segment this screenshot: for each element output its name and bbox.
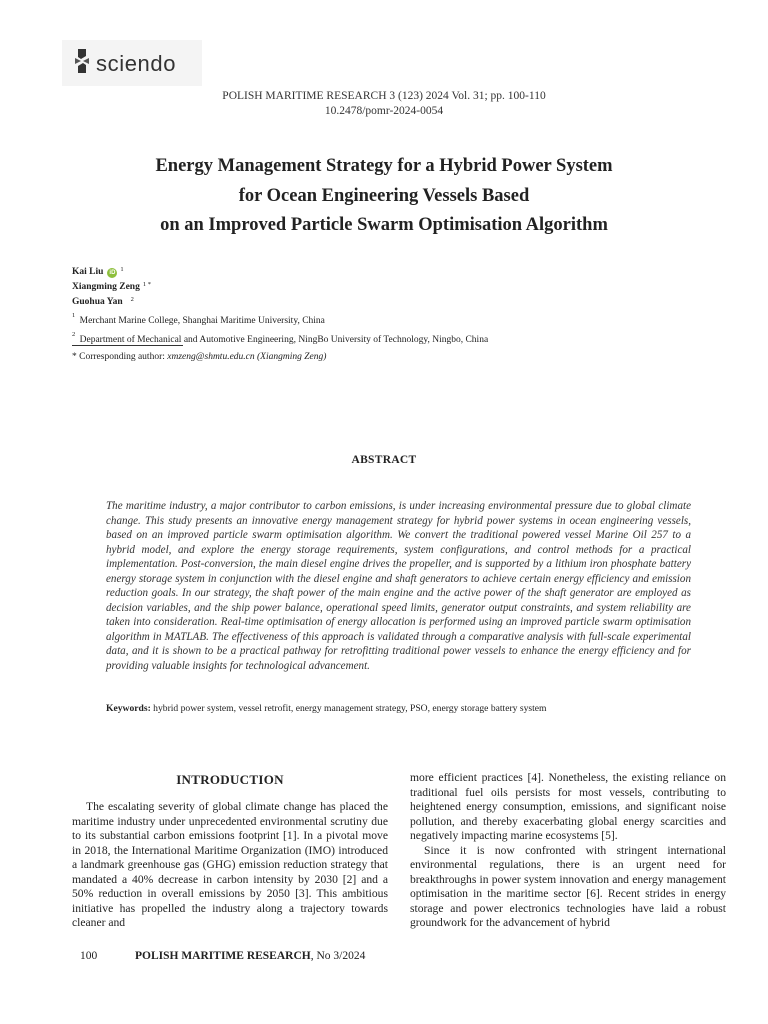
affiliation-number: 1 — [72, 312, 76, 319]
author-name: Guohua Yan — [72, 297, 123, 307]
footer-issue: , No 3/2024 — [310, 950, 366, 962]
orcid-icon[interactable]: iD — [109, 269, 116, 276]
paragraph: more efficient practices [4]. Nonetheless, the existing reliance on traditional fuel oils persists for most vessels, contributing to heightened energy consumption, emissions, and significant noise pollution, and thereby exacerbating global energy scarcities and negatively impacting marine ecosystems [5]. — [410, 771, 726, 842]
author-affiliation-mark: 1 — [120, 266, 124, 273]
affiliation-1 — [72, 310, 488, 329]
paragraph: The escalating severity of global climate change has placed the maritime industry under unprecedented environmental scrutiny due to its substantial carbon emissions footprint [1]. In a pivotal move in 2018, the International Maritime Organization (IMO) introduced a landmark greenhouse gas (GHG) emission reduction strategy that mandated a 40% decrease in carbon intensity by 2030 [2] and a 50% reduction in overall emissions by 2050 [3]. This ambitious initiative has propelled the industry along a trajectory towards cleaner and — [72, 800, 388, 929]
logo-text: sciendo — [96, 50, 177, 76]
title-line: on an Improved Particle Swarm Optimisation Algorithm — [160, 215, 608, 235]
title-line: Energy Management Strategy for a Hybrid Power System — [155, 156, 613, 176]
author-block — [72, 265, 488, 348]
author-name: Xiangming Zeng — [72, 282, 140, 292]
author-name: Kai Liu — [72, 267, 104, 277]
keywords-label: Keywords: — [106, 703, 151, 714]
author-affiliation-mark: 2 — [130, 296, 134, 303]
sciendo-logo-icon — [72, 48, 96, 79]
keywords — [106, 703, 547, 714]
affiliation-text: Merchant Marine College, Shanghai Maritime University, China — [79, 316, 325, 327]
column-left — [72, 771, 388, 931]
footnote-divider — [72, 345, 183, 346]
abstract-text: The maritime industry, a major contributor to carbon emissions, is under increasing environmental pressure due to global climate change. This study presents an innovative energy management strategy for hybrid power systems in ocean engineering vessels, based on an improved particle swarm optimisation algorithm. We convert the traditional powered vessel Marine Oil 257 to a hybrid model, and explore the energy storage requirements, system configurations, and control methods for a practical implementation. Post-conversion, the main diesel engine drives the propeller, and is supported by a lithium iron phosphate battery energy storage system in conjunction with the diesel engine and shaft generators to achieve certain energy efficiency and emission reduction goals. In our strategy, the shaft power of the main engine and the active power of the shaft generator are employed as decision variables, and the ship power balance, operational speed limits, generator output constraints, and system reliability are taken into consideration. Real-time optimisation of energy allocation is performed using an improved particle swarm optimisation algorithm in MATLAB. The effectiveness of this approach is validated through a comparative analysis with full-scale experimental data, and it is shown to be a practical pathway for retrofitting traditional power vessels to enhance the energy efficiency and for providing valuable insights for technological advancement. — [106, 500, 691, 672]
section-heading: INTRODUCTION — [176, 772, 284, 787]
corresponding-label: * Corresponding author: — [72, 352, 165, 362]
column-right — [410, 771, 726, 931]
affiliation-number: 2 — [72, 331, 76, 339]
affiliation-text: Department of Mechanical and Automotive Engineering, NingBo University of Technology, Ningbo, China — [79, 335, 489, 346]
author-xiangming-zeng — [72, 280, 488, 295]
author-kai-liu — [72, 265, 488, 280]
author-guohua-yan — [72, 295, 488, 310]
page-footer — [80, 950, 365, 962]
journal-header — [0, 89, 768, 119]
corresponding-author — [72, 352, 326, 362]
title-line: for Ocean Engineering Vessels Based — [238, 185, 530, 206]
footer-journal: POLISH MARITIME RESEARCH — [135, 950, 311, 962]
corresponding-contact[interactable]: xmzeng@shmtu.edu.cn (Xiangming Zeng) — [167, 352, 327, 362]
author-affiliation-mark: 1 * — [142, 281, 151, 288]
abstract-heading: ABSTRACT — [351, 454, 417, 466]
publisher-logo[interactable] — [72, 48, 176, 79]
page-number: 100 — [80, 950, 98, 962]
keywords-text: hybrid power system, vessel retrofit, energy management strategy, PSO, energy storage battery system — [153, 703, 547, 714]
paragraph: Since it is now confronted with stringent international environmental regulations, there is an urgent need for breakthroughs in power system innovation and energy management optimisation in the maritime sector [6]. Recent strides in energy storage and power electronics technologies have laid a robust groundwork for the advancement of hybrid — [410, 843, 726, 929]
journal-citation: POLISH MARITIME RESEARCH 3 (123) 2024 Vol. 31; pp. 100-110 — [222, 90, 546, 102]
paper-title — [100, 152, 668, 241]
doi[interactable]: 10.2478/pomr-2024-0054 — [324, 105, 444, 117]
